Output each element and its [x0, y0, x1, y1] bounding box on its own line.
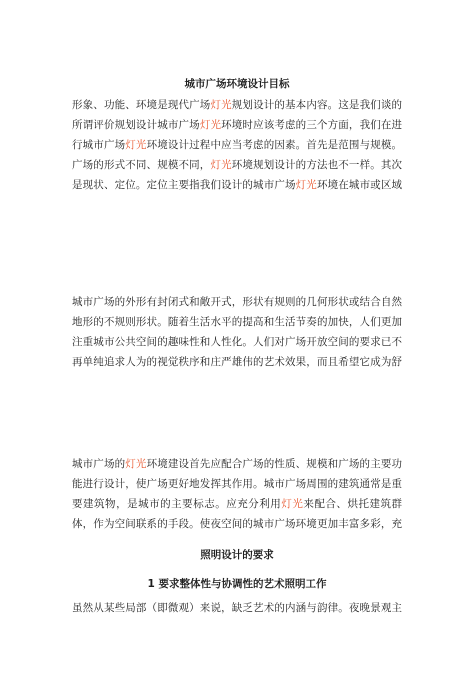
section-heading: 照明设计的要求	[200, 549, 274, 561]
highlight-term: 灯光	[125, 139, 147, 151]
highlight-term: 灯光	[199, 119, 222, 131]
text-run: 形象、功能、环境是现代广场	[72, 99, 211, 111]
text-run: 城市广场的	[72, 458, 126, 470]
text-run: 环境设计过程中应当考虑的因素。首先是范围与规模。广场的形式不同、规模不同，	[72, 139, 402, 171]
text-run: 来配合、烘托建筑群体，作为空间联系的手段。使夜空间的城市广场环境更加丰富多彩，充	[72, 498, 402, 530]
page-title: 城市广场环境设计目标	[184, 78, 290, 90]
text-run: 环境规划设计的方法也不一样。其次是现状、定位。定位主要指我们设计的城市广场	[72, 159, 402, 191]
text-run: 城市广场的外形有封闭式和敞开式，形状有规则的几何形状或结合自然地形的不规则形状。随着生活水平的提高和生活节奏的加快，人们更加注重城市公共空间的趣味性和人性化。人们对广场开放空间的要求已不再单纯追求人为的视觉秩序和庄严雄伟的艺术效果，而且希望它成为舒	[72, 296, 402, 368]
text-run: 环境建设首先应配合广场的性质、规模和广场的主要功能进行设计，使广场更好地发挥其作用。城市广场周围的建筑通常是重要建筑物，是城市的主要标志。应充分利用	[72, 458, 402, 510]
highlight-term: 灯光	[210, 99, 232, 111]
paragraph-square-form	[72, 292, 402, 372]
paragraph-goals	[72, 95, 402, 195]
text-run: 环境在城市或区域	[316, 179, 402, 191]
highlight-term: 灯光	[281, 498, 304, 510]
highlight-term: 灯光	[125, 458, 147, 470]
paragraph-lighting-environment	[72, 454, 402, 534]
text-run: 规划设计的基本内容。这是我们谈的所谓评价规划设计城市广场	[72, 99, 402, 131]
paragraph-partial	[72, 598, 402, 620]
text-run: 虽然从某些局部（即微观）来说，缺乏艺术的内涵与韵律。夜晚景观主	[72, 602, 402, 614]
text-run: 环境时应该考虑的三个方面，我们在进行城市广场	[72, 119, 402, 151]
highlight-term: 灯光	[295, 179, 317, 191]
highlight-term: 灯光	[210, 159, 232, 171]
subsection-heading: 1 要求整体性与协调性的艺术照明工作	[147, 578, 327, 590]
